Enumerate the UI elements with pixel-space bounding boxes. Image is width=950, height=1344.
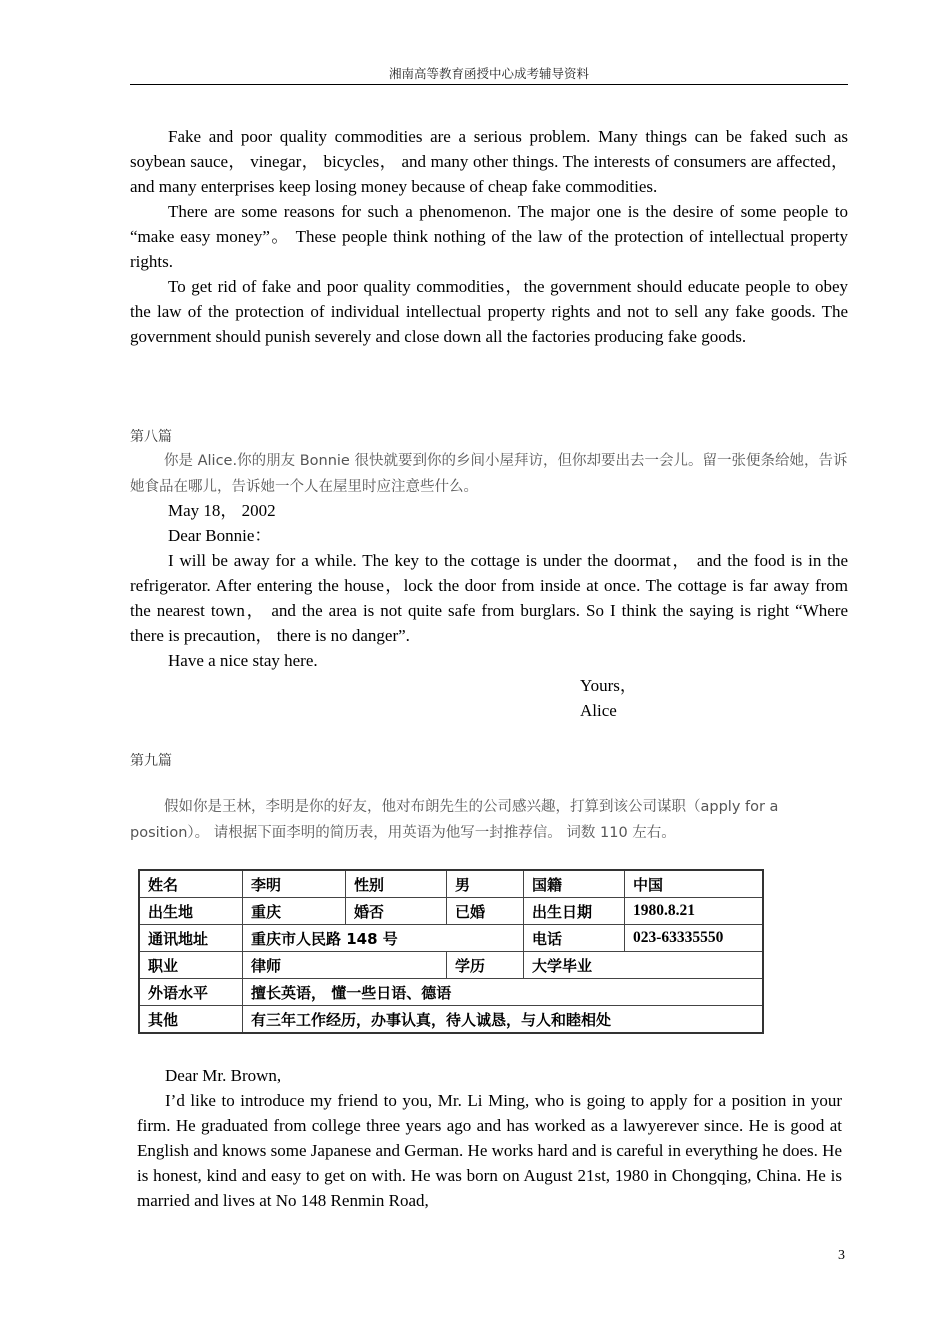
essay-8-prompt: 你是 Alice.你的朋友 Bonnie 很快就要到你的乡间小屋拜访，但你却要出去一会儿。留一张便条给她，告诉她食品在哪儿，告诉她一个人在屋里时应注意些什么。 <box>130 453 848 495</box>
resume-label: 学历 <box>447 952 524 979</box>
resume-value: 有三年工作经历，办事认真，待人诚恳，与人和睦相处 <box>243 1006 764 1034</box>
note-body-block <box>130 548 848 648</box>
table-row <box>139 952 763 979</box>
resume-value: 李明 <box>243 870 346 898</box>
essay-7-paragraph-3: To get rid of fake and poor quality commodities，the government should educate people to obey the law of the protection of individual intellectual property rights and not to sell any fake goods. The government should punish severely and close down all the factories producing fake goods. <box>130 277 848 346</box>
resume-value: 大学毕业 <box>524 952 764 979</box>
note-salutation: Dear Bonnie： <box>168 526 272 545</box>
resume-value: 擅长英语， 懂一些日语、德语 <box>243 979 764 1006</box>
essay-9-prompt: 假如你是王林，李明是你的好友，他对布朗先生的公司感兴趣，打算到该公司谋职（apply for a position）。 请根据下面李明的简历表，用英语为他写一封推荐信。 词数 110 左右。 <box>130 799 779 841</box>
page-number: 3 <box>838 1248 845 1263</box>
resume-table <box>138 869 764 1034</box>
table-row <box>139 898 763 925</box>
essay-7-paragraph-1: Fake and poor quality commodities are a serious problem. Many things can be faked such as soybean sauce， vinegar， bicycles， and many other things. The interests of consumers are affected， and many enterprises keep losing money because of cheap fake commodities. <box>130 127 848 196</box>
essay-8-heading: 第八篇 <box>130 429 172 445</box>
note-signature: Alice <box>580 701 617 720</box>
resume-label: 国籍 <box>524 870 625 898</box>
resume-value: 男 <box>447 870 524 898</box>
resume-label: 通讯地址 <box>139 925 243 952</box>
resume-label: 出生地 <box>139 898 243 925</box>
resume-label: 电话 <box>524 925 625 952</box>
resume-label: 婚否 <box>346 898 447 925</box>
resume-label: 出生日期 <box>524 898 625 925</box>
table-row <box>139 870 763 898</box>
resume-value: 重庆 <box>243 898 346 925</box>
resume-label: 性别 <box>346 870 447 898</box>
resume-label: 外语水平 <box>139 979 243 1006</box>
note-date: May 18， 2002 <box>168 501 276 520</box>
note-signoff: Yours， <box>580 676 637 695</box>
table-row <box>139 1006 763 1034</box>
resume-value: 律师 <box>243 952 447 979</box>
essay-7-paragraph-2: There are some reasons for such a phenomenon. The major one is the desire of some people to “make easy money”。 These people think nothing of the law of the protection of intellectual property rights. <box>130 202 848 271</box>
resume-value: 已婚 <box>447 898 524 925</box>
letter-body: I’d like to introduce my friend to you, Mr. Li Ming, who is going to apply for a position in your firm. He graduated from college three years ago and has worked as a lawyerever since. He is good at English and knows some Japanese and German. He works hard and is careful in everything he does. He is honest, kind and easy to get on with. He was born on August 21st, 1980 in Chongqing, China. He is married and lives at No 148 Renmin Road, <box>137 1091 842 1210</box>
resume-value: 023-63335550 <box>625 925 764 952</box>
essay-9-heading: 第九篇 <box>130 753 172 769</box>
essay-7-body <box>130 124 848 349</box>
header-divider <box>130 84 848 85</box>
table-row <box>139 925 763 952</box>
letter-body-block <box>137 1088 842 1213</box>
resume-value: 中国 <box>625 870 764 898</box>
resume-label: 其他 <box>139 1006 243 1034</box>
note-body: I will be away for a while. The key to the cottage is under the doormat， and the food is in the refrigerator. After entering the house，lock the door from inside at once. The cottage is far away from the nearest town， and the area is not quite safe from burglars. So I think the saying is right “Where there is precaution， there is no danger”. <box>130 551 848 645</box>
letter-salutation: Dear Mr. Brown, <box>165 1066 282 1085</box>
resume-label: 职业 <box>139 952 243 979</box>
note-closing-line: Have a nice stay here. <box>168 651 318 670</box>
resume-value: 1980.8.21 <box>625 898 764 925</box>
table-row <box>139 979 763 1006</box>
resume-label: 姓名 <box>139 870 243 898</box>
page-header-title: 湘南高等教育函授中心成考辅导资料 <box>388 66 589 81</box>
resume-value: 重庆市人民路 148 号 <box>243 925 524 952</box>
